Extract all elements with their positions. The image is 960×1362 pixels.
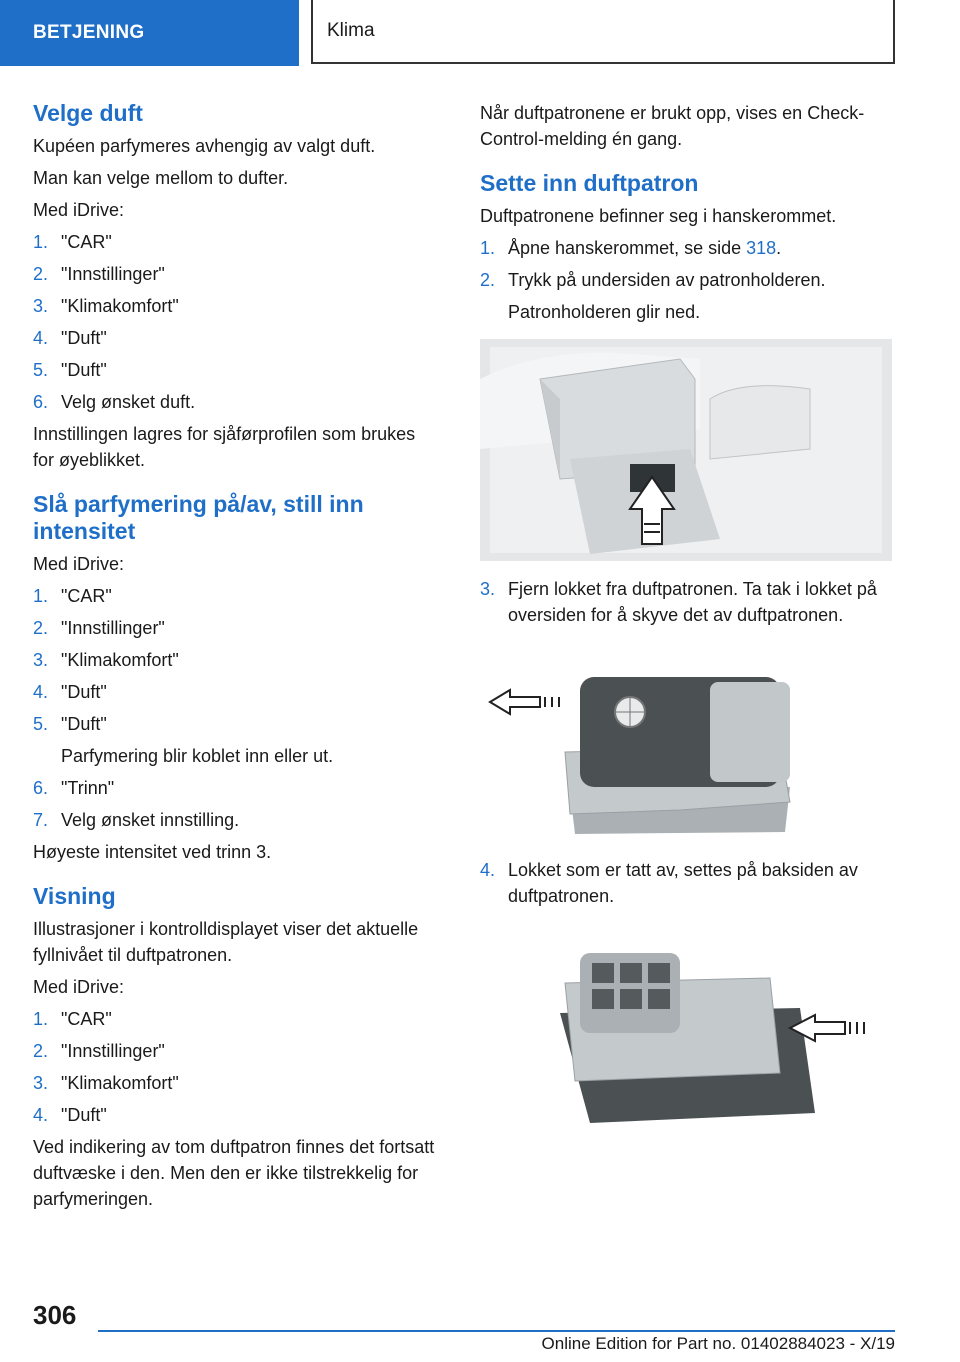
step-text: Trykk på undersiden av patronholderen. — [508, 270, 826, 290]
steps-list-visning — [33, 1006, 438, 1128]
lid-on-back-illustration — [480, 923, 892, 1143]
steps-list-sette-inn-cont — [480, 576, 892, 628]
steps-list-sette-inn-cont2 — [480, 857, 892, 909]
list-item — [33, 1038, 438, 1064]
step-text: "Innstillinger" — [61, 1041, 165, 1061]
step-text: "Innstillinger" — [61, 618, 165, 638]
chapter-title: Klima — [327, 20, 375, 41]
step-number: 1. — [33, 586, 49, 606]
paragraph: Illustrasjoner i kontrolldisplayet viser det aktuelle fyllnivået til duftpatronen. — [33, 919, 419, 965]
step-text: . — [776, 238, 782, 258]
remove-lid-illustration — [480, 642, 892, 842]
paragraph: Høyeste intensitet ved trinn 3. — [33, 842, 272, 862]
chapter-tab — [311, 0, 895, 64]
step-text: Fjern lokket fra duftpatronen. Ta tak i lokket på oversiden for å skyve det av duftpatronen. — [508, 579, 877, 625]
step-number: 2. — [33, 264, 49, 284]
step-text: "Klimakomfort" — [61, 650, 179, 670]
step-number: 4. — [33, 328, 49, 348]
list-item — [33, 711, 438, 769]
right-column — [480, 100, 892, 1158]
step-number: 2. — [33, 618, 49, 638]
list-item — [33, 1070, 438, 1096]
step-number: 7. — [33, 810, 49, 830]
heading-visning: Visning — [33, 883, 116, 909]
list-item — [33, 357, 438, 383]
step-number: 2. — [33, 1041, 49, 1061]
step-text: Velg ønsket innstilling. — [61, 810, 240, 830]
step-number: 6. — [33, 778, 49, 798]
paragraph: Ved indikering av tom duftpatron finnes det fortsatt duftvæske i den. Men den er ikke tilstrekkelig for parfymeringen. — [33, 1137, 435, 1209]
step-text: "Duft" — [61, 360, 107, 380]
step-text: "Klimakomfort" — [61, 1073, 179, 1093]
steps-list-velge-duft — [33, 229, 438, 415]
step-subtext: Patronholderen glir ned. — [508, 302, 701, 322]
page-link[interactable]: 318 — [746, 238, 777, 258]
list-item — [33, 229, 438, 255]
paragraph: Med iDrive: — [33, 554, 125, 574]
step-number: 3. — [33, 650, 49, 670]
step-text: "Duft" — [61, 1105, 107, 1125]
step-number: 2. — [480, 270, 496, 290]
step-text: "Trinn" — [61, 778, 115, 798]
heading-sette-inn: Sette inn duftpatron — [480, 170, 699, 196]
section-tab — [0, 0, 299, 66]
list-item — [480, 857, 892, 909]
step-subtext: Parfymering blir koblet inn eller ut. — [61, 746, 334, 766]
step-text: "Klimakomfort" — [61, 296, 179, 316]
glovebox-holder-illustration — [480, 339, 892, 561]
paragraph: Kupéen parfymeres avhengig av valgt duft. — [33, 136, 376, 156]
list-item — [33, 807, 438, 833]
list-item — [480, 576, 892, 628]
heading-parfymering: Slå parfymering på/av, still inn intensitet — [33, 491, 364, 544]
paragraph: Med iDrive: — [33, 200, 125, 220]
paragraph: Duftpatronene befinner seg i hanskerommet. — [480, 206, 837, 226]
step-number: 6. — [33, 392, 49, 412]
list-item — [33, 1102, 438, 1128]
step-text: Velg ønsket duft. — [61, 392, 196, 412]
step-number: 3. — [480, 579, 496, 599]
footer-divider — [98, 1330, 895, 1332]
steps-list-sette-inn — [480, 235, 892, 325]
paragraph: Med iDrive: — [33, 977, 125, 997]
step-text: "Innstillinger" — [61, 264, 165, 284]
paragraph: Innstillingen lagres for sjåførprofilen som brukes for øyeblikket. — [33, 424, 416, 470]
list-item — [33, 1006, 438, 1032]
page-number: 306 — [33, 1300, 77, 1330]
step-number: 5. — [33, 360, 49, 380]
step-number: 3. — [33, 296, 49, 316]
step-number: 3. — [33, 1073, 49, 1093]
list-item — [33, 325, 438, 351]
step-text: "CAR" — [61, 1009, 112, 1029]
steps-list-parfymering — [33, 583, 438, 833]
step-number: 1. — [480, 238, 496, 258]
step-number: 4. — [480, 860, 496, 880]
step-number: 1. — [33, 1009, 49, 1029]
list-item — [33, 775, 438, 801]
paragraph: Man kan velge mellom to dufter. — [33, 168, 289, 188]
step-text: "Duft" — [61, 714, 107, 734]
list-item — [33, 583, 438, 609]
list-item — [33, 389, 438, 415]
list-item — [33, 647, 438, 673]
step-text: "Duft" — [61, 328, 107, 348]
edition-note: Online Edition for Part no. 01402884023 - X/19 — [541, 1334, 895, 1353]
left-column — [33, 100, 438, 1218]
step-number: 4. — [33, 682, 49, 702]
list-item — [480, 267, 892, 325]
step-number: 1. — [33, 232, 49, 252]
step-text: Åpne hanskerommet, se side — [508, 238, 747, 258]
heading-velge-duft: Velge duft — [33, 100, 143, 126]
step-number: 4. — [33, 1105, 49, 1125]
list-item — [33, 679, 438, 705]
list-item — [33, 261, 438, 287]
step-text: "CAR" — [61, 232, 112, 252]
paragraph: Når duftpatronene er brukt opp, vises en Check-Control-melding én gang. — [480, 103, 865, 149]
step-number: 5. — [33, 714, 49, 734]
list-item — [33, 293, 438, 319]
step-text: "Duft" — [61, 682, 107, 702]
step-text: "CAR" — [61, 586, 112, 606]
list-item — [480, 235, 892, 261]
list-item — [33, 615, 438, 641]
step-text: Lokket som er tatt av, settes på baksiden av duftpatronen. — [508, 860, 858, 906]
section-title: BETJENING — [33, 22, 145, 43]
